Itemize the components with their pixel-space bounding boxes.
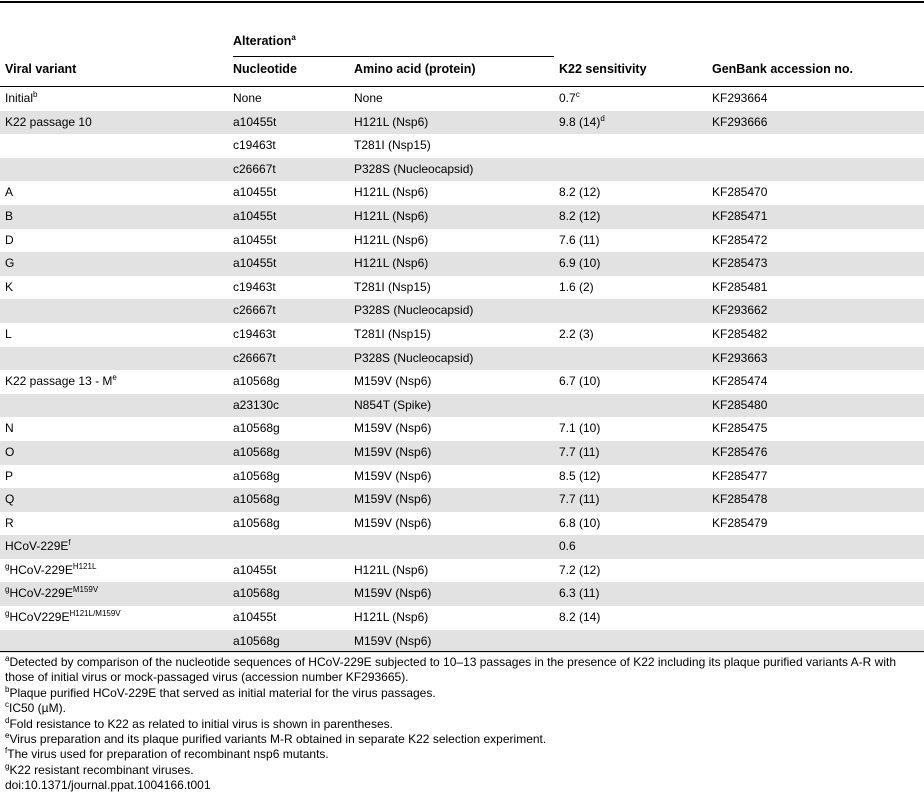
cell-k22-sensitivity xyxy=(559,516,600,530)
variant-name: HCoV-229E xyxy=(5,539,69,554)
k22-value: 7.6 (11) xyxy=(559,232,600,247)
cell-amino-acid: H121L (Nsp6) xyxy=(354,610,429,625)
table-row xyxy=(0,299,924,323)
table-row xyxy=(0,559,924,583)
column-header-viral-variant: Viral variant xyxy=(5,62,77,76)
cell-amino-acid: P328S (Nucleocapsid) xyxy=(354,161,474,176)
footnote-mark: g xyxy=(5,761,10,771)
footnote-text: Fold resistance to K22 as related to initial virus is shown in parentheses. xyxy=(9,716,393,731)
cell-k22-sensitivity xyxy=(559,421,600,435)
cell-k22-sensitivity xyxy=(559,445,599,459)
table-row xyxy=(0,347,924,371)
cell-genbank-accession: KF293662 xyxy=(712,303,768,318)
cell-genbank-accession: KF285476 xyxy=(712,444,768,459)
cell-amino-acid: P328S (Nucleocapsid) xyxy=(354,350,474,365)
cell-amino-acid: N854T (Spike) xyxy=(354,397,432,412)
cell-genbank-accession: KF285481 xyxy=(712,279,768,294)
column-group-header-alteration xyxy=(233,34,296,48)
table-row xyxy=(0,465,924,489)
variant-superscript: H121L xyxy=(72,561,97,571)
k22-value: 0.7 xyxy=(559,91,576,105)
table-row xyxy=(0,111,924,135)
cell-genbank-accession: KF285479 xyxy=(712,515,768,530)
k22-value: 7.7 (11) xyxy=(559,444,600,459)
footnote-text: Virus preparation and its plaque purified variants M-R obtained in separate K22 selection experiment. xyxy=(9,732,547,747)
footnote-text: IC50 (µM). xyxy=(9,701,66,716)
cell-amino-acid: None xyxy=(354,91,383,105)
cell-k22-sensitivity xyxy=(559,185,600,199)
cell-k22-sensitivity xyxy=(559,327,594,341)
cell-amino-acid: M159V (Nsp6) xyxy=(354,492,432,507)
table-row xyxy=(0,488,924,512)
cell-k22-sensitivity xyxy=(559,91,580,105)
k22-value: 9.8 (14) xyxy=(559,114,601,129)
k22-value: 8.5 (12) xyxy=(559,468,601,483)
table-row xyxy=(0,252,924,276)
variant-name: O xyxy=(5,444,15,459)
cell-amino-acid: M159V (Nsp6) xyxy=(354,633,432,648)
footnote-mark: c xyxy=(5,700,9,710)
cell-k22-sensitivity xyxy=(559,209,600,223)
table-row xyxy=(0,417,924,441)
variant-name: HCoV229E xyxy=(9,610,70,625)
cell-amino-acid: P328S (Nucleocapsid) xyxy=(354,303,474,318)
cell-amino-acid: H121L (Nsp6) xyxy=(354,208,429,223)
table-top-rule xyxy=(0,1,924,3)
k22-value: 6.8 (10) xyxy=(559,515,601,530)
column-header-nucleotide: Nucleotide xyxy=(233,62,297,76)
cell-viral-variant xyxy=(5,233,14,247)
variant-name: K22 passage 13 - M xyxy=(5,374,113,389)
cell-k22-sensitivity xyxy=(559,492,599,506)
cell-genbank-accession: KF285477 xyxy=(712,468,768,483)
k22-value: 6.9 (10) xyxy=(559,256,601,271)
cell-nucleotide: a10455t xyxy=(233,114,277,129)
k22-value: 7.2 (12) xyxy=(559,562,601,577)
cell-nucleotide: c26667t xyxy=(233,303,276,318)
cell-k22-sensitivity xyxy=(559,610,600,624)
footnote xyxy=(5,655,920,686)
table-row xyxy=(0,181,924,205)
table-row xyxy=(0,229,924,253)
doi-line xyxy=(5,778,920,793)
table-row xyxy=(0,394,924,418)
cell-k22-sensitivity xyxy=(559,374,600,388)
cell-viral-variant xyxy=(5,327,12,341)
variant-superscript: e xyxy=(112,373,117,383)
cell-nucleotide: c26667t xyxy=(233,161,276,176)
variant-name: A xyxy=(5,185,14,200)
cell-k22-sensitivity xyxy=(559,586,599,600)
variant-footnote-mark-prefix: g xyxy=(5,561,10,571)
cell-nucleotide: a10568g xyxy=(233,468,280,483)
cell-amino-acid: M159V (Nsp6) xyxy=(354,468,432,483)
cell-nucleotide: a10455t xyxy=(233,232,277,247)
cell-nucleotide: a10455t xyxy=(233,185,277,200)
table-body xyxy=(0,87,924,653)
k22-value: 7.7 (11) xyxy=(559,492,600,507)
variant-name: HCoV-229E xyxy=(9,586,73,601)
cell-amino-acid: H121L (Nsp6) xyxy=(354,256,429,271)
cell-nucleotide: a10568g xyxy=(233,492,280,507)
cell-amino-acid: T281I (Nsp15) xyxy=(354,326,431,341)
column-header-amino-acid: Amino acid (protein) xyxy=(354,62,476,76)
cell-k22-sensitivity xyxy=(559,280,594,294)
k22-value: 6.3 (11) xyxy=(559,586,600,601)
footnote xyxy=(5,717,920,732)
cell-genbank-accession: KF285475 xyxy=(712,421,768,436)
cell-viral-variant xyxy=(5,209,13,223)
cell-nucleotide: a10568g xyxy=(233,633,280,648)
cell-viral-variant xyxy=(5,280,13,294)
cell-viral-variant xyxy=(5,563,96,577)
k22-value: 6.7 (10) xyxy=(559,374,601,389)
cell-nucleotide: a23130c xyxy=(233,397,280,412)
table-row xyxy=(0,276,924,300)
group-header-footnote-mark: a xyxy=(291,33,296,42)
cell-nucleotide: a10568g xyxy=(233,444,280,459)
footnote-mark: e xyxy=(5,731,10,741)
column-header-genbank-accession: GenBank accession no. xyxy=(712,62,854,76)
footnote xyxy=(5,732,920,747)
footnote-text: doi:10.1371/journal.ppat.1004166.t001 xyxy=(5,778,211,793)
k22-value: 8.2 (12) xyxy=(559,185,601,200)
cell-viral-variant xyxy=(5,516,14,530)
variant-name: L xyxy=(5,326,12,341)
table-row xyxy=(0,441,924,465)
cell-nucleotide: c26667t xyxy=(233,350,276,365)
cell-amino-acid: M159V (Nsp6) xyxy=(354,421,432,436)
variant-name: B xyxy=(5,208,14,223)
table-row xyxy=(0,323,924,347)
cell-viral-variant xyxy=(5,610,121,624)
footnote-mark: f xyxy=(5,746,8,756)
footnote-text: The virus used for preparation of recombinant nsp6 mutants. xyxy=(7,747,329,762)
cell-viral-variant xyxy=(5,115,92,129)
cell-genbank-accession: KF285474 xyxy=(712,374,768,389)
footnote-text: Plaque purified HCoV-229E that served as initial material for the virus passages. xyxy=(9,685,436,700)
table-row xyxy=(0,535,924,559)
cell-genbank-accession: KF293663 xyxy=(712,350,768,365)
k22-value: 7.1 (10) xyxy=(559,421,601,436)
cell-amino-acid: H121L (Nsp6) xyxy=(354,114,429,129)
k22-value: 8.2 (12) xyxy=(559,208,601,223)
footnote-text: Detected by comparison of the nucleotide sequences of HCoV-229E subjected to 10–13 passages in the presence of K22 including its plaque purified variants A-R with those of initial virus or mock-passaged virus (accession number KF293665). xyxy=(5,655,896,685)
variant-name: K xyxy=(5,279,14,294)
cell-amino-acid: M159V (Nsp6) xyxy=(354,586,432,601)
cell-amino-acid: H121L (Nsp6) xyxy=(354,232,429,247)
variant-name: Q xyxy=(5,492,15,507)
cell-viral-variant xyxy=(5,374,117,388)
cell-viral-variant xyxy=(5,469,13,483)
cell-amino-acid: H121L (Nsp6) xyxy=(354,562,429,577)
cell-genbank-accession: KF285478 xyxy=(712,492,768,507)
cell-nucleotide: a10455t xyxy=(233,610,277,625)
table-row xyxy=(0,582,924,606)
footnote xyxy=(5,701,920,716)
cell-viral-variant xyxy=(5,492,14,506)
cell-genbank-accession: KF285470 xyxy=(712,185,768,200)
variant-superscript: M159V xyxy=(72,585,99,595)
footnote-mark: d xyxy=(5,715,10,725)
column-group-rule xyxy=(233,56,554,57)
cell-nucleotide: a10568g xyxy=(233,374,280,389)
variant-name: D xyxy=(5,232,14,247)
variant-name: K22 passage 10 xyxy=(5,114,92,129)
cell-genbank-accession: KF285480 xyxy=(712,397,768,412)
k22-value: 0.6 xyxy=(559,539,576,554)
cell-k22-sensitivity xyxy=(559,256,600,270)
cell-viral-variant xyxy=(5,91,37,105)
cell-viral-variant xyxy=(5,445,14,459)
footnote xyxy=(5,686,920,701)
group-header-label: Alteration xyxy=(233,34,292,48)
cell-k22-sensitivity xyxy=(559,115,605,129)
cell-nucleotide: a10568g xyxy=(233,515,280,530)
footnote-mark: a xyxy=(5,654,10,663)
variant-footnote-mark-prefix: g xyxy=(5,609,10,619)
footnote xyxy=(5,747,920,762)
table-row xyxy=(0,87,924,111)
table-bottom-rule xyxy=(0,651,924,652)
cell-amino-acid: M159V (Nsp6) xyxy=(354,374,432,389)
cell-nucleotide: a10568g xyxy=(233,586,280,601)
variant-name: G xyxy=(5,256,15,271)
footnote xyxy=(5,763,920,778)
cell-viral-variant xyxy=(5,185,13,199)
table-row xyxy=(0,606,924,630)
k22-value: 1.6 (2) xyxy=(559,279,594,294)
cell-k22-sensitivity xyxy=(559,469,600,483)
cell-nucleotide: a10455t xyxy=(233,208,277,223)
table-row xyxy=(0,630,924,654)
variant-superscript: f xyxy=(68,538,71,548)
table-row xyxy=(0,158,924,182)
cell-amino-acid: T281I (Nsp15) xyxy=(354,138,431,153)
footnote-mark: b xyxy=(5,684,10,694)
variant-name: N xyxy=(5,421,14,436)
k22-value: 8.2 (14) xyxy=(559,610,601,625)
k22-footnote-mark: c xyxy=(575,90,580,99)
variant-name: HCoV-229E xyxy=(9,562,73,577)
variant-name: R xyxy=(5,515,14,530)
cell-nucleotide: c19463t xyxy=(233,138,276,153)
variant-name: Initial xyxy=(5,91,34,105)
cell-k22-sensitivity xyxy=(559,563,600,577)
cell-amino-acid: H121L (Nsp6) xyxy=(354,185,429,200)
cell-k22-sensitivity xyxy=(559,233,599,247)
footnote-text: K22 resistant recombinant viruses. xyxy=(9,762,194,777)
cell-nucleotide: a10568g xyxy=(233,421,280,436)
table-row xyxy=(0,134,924,158)
cell-nucleotide: c19463t xyxy=(233,326,276,341)
cell-amino-acid: M159V (Nsp6) xyxy=(354,444,432,459)
cell-nucleotide: None xyxy=(233,91,262,105)
cell-genbank-accession: KF285473 xyxy=(712,256,768,271)
cell-nucleotide: a10455t xyxy=(233,256,277,271)
table-row xyxy=(0,512,924,536)
k22-value: 2.2 (3) xyxy=(559,326,594,341)
column-header-k22-sensitivity: K22 sensitivity xyxy=(559,62,647,76)
variant-superscript: b xyxy=(33,90,38,99)
cell-genbank-accession: KF285471 xyxy=(712,208,768,223)
variant-footnote-mark-prefix: g xyxy=(5,585,10,595)
cell-nucleotide: a10455t xyxy=(233,562,277,577)
table-row xyxy=(0,370,924,394)
cell-genbank-accession: KF293666 xyxy=(712,114,768,129)
cell-nucleotide: c19463t xyxy=(233,279,276,294)
variant-name: P xyxy=(5,468,14,483)
cell-viral-variant xyxy=(5,256,14,270)
variant-superscript: H121L/M159V xyxy=(69,609,121,619)
table-row xyxy=(0,205,924,229)
cell-genbank-accession: KF285472 xyxy=(712,232,768,247)
cell-k22-sensitivity xyxy=(559,539,576,553)
cell-viral-variant xyxy=(5,586,98,600)
table-footnotes xyxy=(5,655,920,794)
cell-viral-variant xyxy=(5,539,71,553)
k22-footnote-mark: d xyxy=(600,113,605,123)
cell-viral-variant xyxy=(5,421,14,435)
cell-genbank-accession: KF293664 xyxy=(712,91,768,105)
cell-amino-acid: T281I (Nsp15) xyxy=(354,279,431,294)
cell-amino-acid: M159V (Nsp6) xyxy=(354,515,432,530)
cell-genbank-accession: KF285482 xyxy=(712,326,768,341)
